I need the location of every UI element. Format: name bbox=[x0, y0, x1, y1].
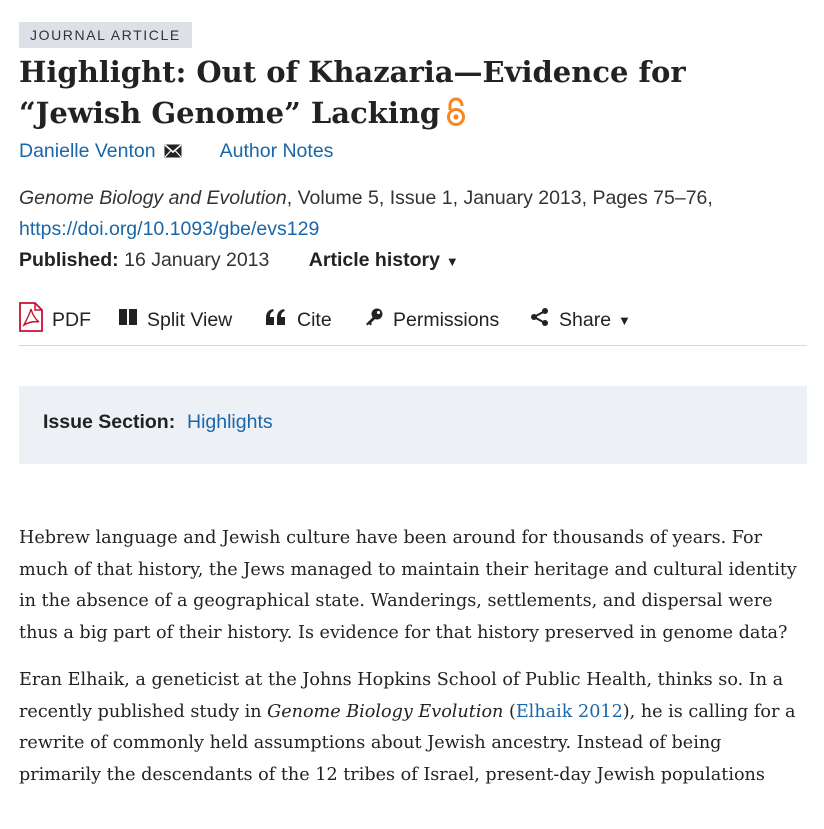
issue-section-box bbox=[19, 386, 807, 464]
share-button[interactable] bbox=[530, 303, 631, 337]
quote-icon bbox=[264, 308, 297, 332]
issue-section-label: Issue Section: bbox=[43, 411, 176, 433]
journal-citation-inline: Genome Biology Evolution bbox=[267, 701, 504, 722]
article-toolbar bbox=[19, 303, 807, 346]
split-view-icon bbox=[118, 308, 147, 332]
pdf-icon bbox=[19, 302, 52, 338]
body-text-segment: Eran Elhaik, a geneticist at the Johns Hopkins School of Public Health, thinks so. In a recently published study in bbox=[19, 670, 784, 722]
published-date: 16 January 2013 bbox=[124, 249, 270, 271]
open-access-icon bbox=[446, 97, 466, 138]
issue-section-link[interactable]: Highlights bbox=[187, 411, 273, 433]
publication-row bbox=[19, 246, 459, 276]
body-text-segment: ( bbox=[503, 701, 516, 722]
reference-link[interactable]: Elhaik 2012 bbox=[515, 701, 623, 722]
cite-button[interactable] bbox=[264, 303, 332, 337]
cite-label: Cite bbox=[297, 308, 332, 331]
journal-name: Genome Biology and Evolution bbox=[19, 187, 287, 209]
author-link[interactable]: Danielle Venton bbox=[19, 140, 156, 162]
envelope-icon[interactable] bbox=[164, 138, 182, 166]
author-line bbox=[19, 137, 333, 165]
body-text-segment: ), he is calling for a rewrite of commonly held assumptions about Jewish ancestry. Instead of being primarily the descendants of the 12 tribes of Israel, present-day Jewish populations bbox=[19, 701, 796, 785]
pdf-label: PDF bbox=[52, 308, 91, 331]
permissions-button[interactable] bbox=[364, 303, 499, 337]
caret-down-icon: ▼ bbox=[618, 312, 631, 328]
body-paragraph: Hebrew language and Jewish culture have been around for thousands of years. For much of that history, the Jews managed to maintain their heritage and cultural identity in the absence of a geographical state. Wanderings, settlements, and dispersal were thus a big part of their history. Is evidence for that history preserved in genome data? bbox=[19, 528, 797, 643]
article-history-label: Article history bbox=[308, 249, 440, 271]
citation bbox=[19, 183, 809, 245]
key-icon bbox=[364, 307, 393, 333]
article-title-text: Highlight: Out of Khazaria—Evidence for “Jewish Genome” Lacking bbox=[19, 55, 686, 130]
article-title bbox=[19, 52, 809, 138]
body-paragraph bbox=[19, 665, 809, 791]
article-body bbox=[19, 523, 809, 807]
pdf-button[interactable] bbox=[19, 303, 91, 337]
article-history-toggle[interactable] bbox=[309, 249, 459, 271]
doi-link[interactable]: https://doi.org/10.1093/gbe/evs129 bbox=[19, 218, 320, 240]
published-label: Published: bbox=[19, 249, 119, 271]
article-type-badge: JOURNAL ARTICLE bbox=[19, 22, 192, 48]
share-label: Share bbox=[559, 308, 612, 331]
author-notes-link[interactable]: Author Notes bbox=[219, 140, 334, 162]
split-view-label: Split View bbox=[147, 308, 233, 331]
share-icon bbox=[530, 307, 559, 333]
citation-details: , Volume 5, Issue 1, January 2013, Pages 75–76, bbox=[286, 187, 713, 209]
permissions-label: Permissions bbox=[393, 308, 500, 331]
caret-down-icon: ▼ bbox=[445, 254, 459, 269]
split-view-button[interactable] bbox=[118, 303, 232, 337]
